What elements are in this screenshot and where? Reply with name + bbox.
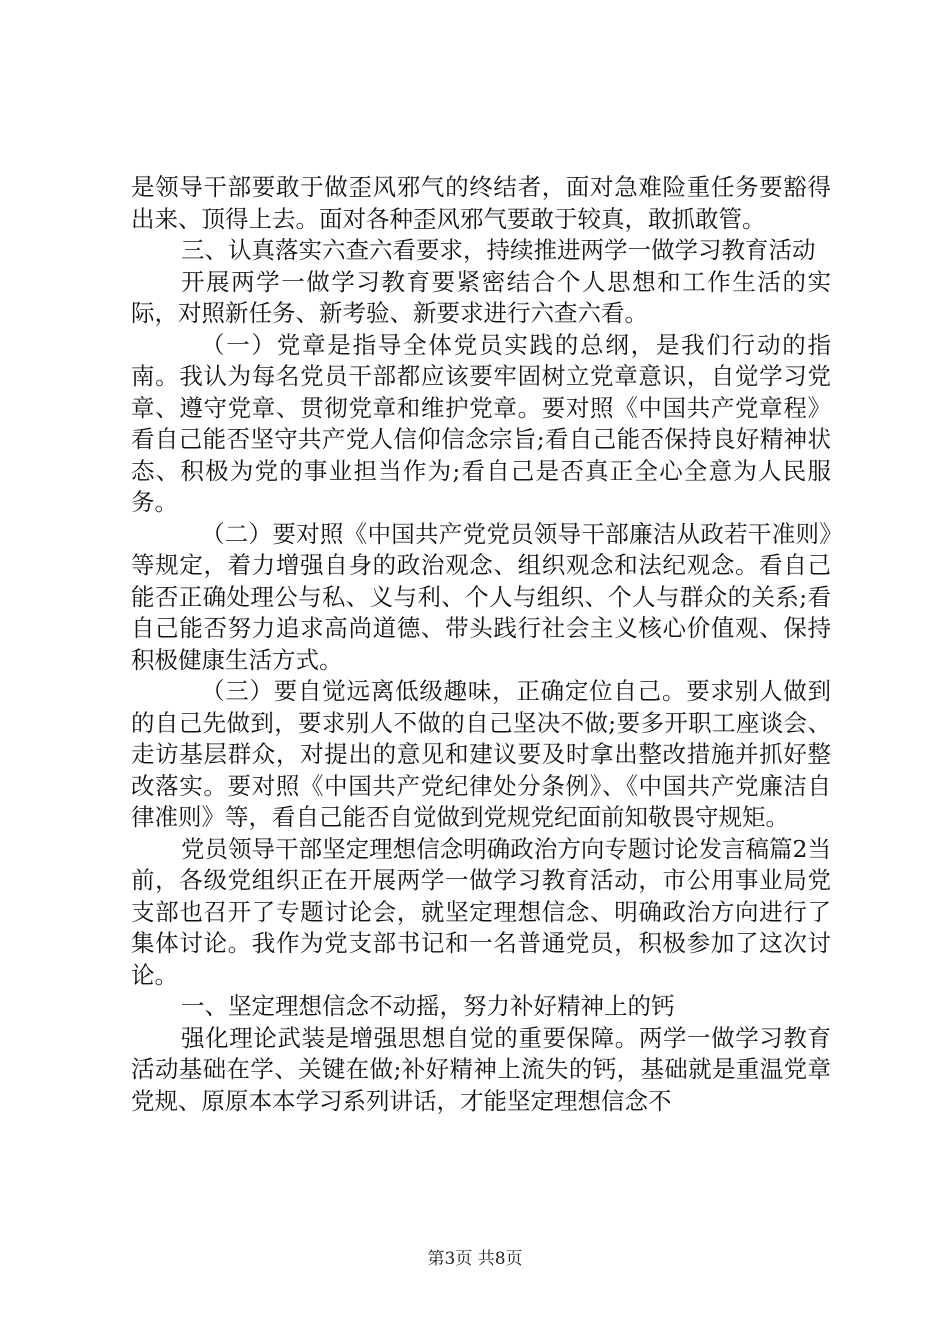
- list-item-3: （三）要自觉远离低级趣味，正确定位自己。要求别人做到的自己先做到，要求别人不做的自己坚决不做;要多开职工座谈会、走访基层群众，对提出的意见和建议要及时拿出整改措施并抓好整改落实。要对照《中国共产党纪律处分条例》、《中国共产党廉洁自律准则》等，看自己能否自觉做到党规党纪面前知敬畏守规矩。: [131, 677, 831, 831]
- list-item-1: （一）党章是指导全体党员实践的总纲，是我们行动的指南。我认为每名党员干部都应该要牢固树立党章意识，自觉学习党章、遵守党章、贯彻党章和维护党章。要对照《中国共产党章程》看自己能否坚守共产党人信仰信念宗旨;看自己能否保持良好精神状态、积极为党的事业担当作为;看自己是否真正全心全意为人民服务。: [131, 330, 831, 516]
- paragraph-continuation: 是领导干部要敢于做歪风邪气的终结者，面对急难险重任务要豁得出来、顶得上去。面对各种歪风邪气要敢于较真，敢抓敢管。: [131, 173, 831, 233]
- document-body: [131, 172, 831, 1117]
- section-heading-1: 一、坚定理想信念不动摇，努力补好精神上的钙: [181, 992, 675, 1020]
- page-footer: 第3页 共8页: [427, 1249, 523, 1269]
- paragraph: 党员领导干部坚定理想信念明确政治方向专题讨论发言稿篇2当前，各级党组织正在开展两学一做学习教育活动，市公用事业局党支部也召开了专题讨论会，就坚定理想信念、明确政治方向进行了集体讨论。我作为党支部书记和一名普通党员，积极参加了这次讨论。: [131, 834, 831, 989]
- paragraph: 开展两学一做学习教育要紧密结合个人思想和工作生活的实际，对照新任务、新考验、新要求进行六查六看。: [131, 267, 831, 327]
- list-item-2: （二）要对照《中国共产党党员领导干部廉洁从政若干准则》等规定，着力增强自身的政治观念、组织观念和法纪观念。看自己能否正确处理公与私、义与利、个人与组织、个人与群众的关系;看自己能否努力追求高尚道德、带头践行社会主义核心价值观、保持积极健康生活方式。: [131, 519, 831, 674]
- section-heading-3: 三、认真落实六查六看要求，持续推进两学一做学习教育活动: [181, 236, 816, 264]
- paragraph: 强化理论武装是增强思想自觉的重要保障。两学一做学习教育活动基础在学、关键在做;补好精神上流失的钙，基础就是重温党章党规、原原本本学习系列讲话，才能坚定理想信念不: [131, 1023, 831, 1115]
